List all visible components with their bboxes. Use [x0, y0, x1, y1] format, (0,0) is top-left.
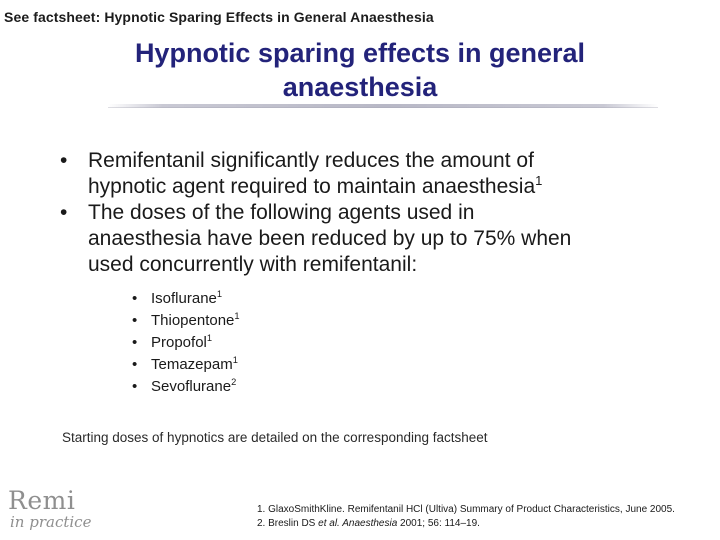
- logo-tagline: in practice: [10, 513, 92, 531]
- reference-1: 1. GlaxoSmithKline. Remifentanil HCl (Ultiva) Summary of Product Characteristics, June 2005.: [257, 504, 675, 515]
- bullet-dot-icon: •: [132, 312, 138, 329]
- agent-list: [132, 288, 240, 398]
- agent-item: [132, 310, 240, 332]
- agent-item: [132, 332, 240, 354]
- reference-marker: 1: [535, 173, 543, 188]
- agent-item: [132, 288, 240, 310]
- logo-word: Remi: [8, 486, 76, 515]
- bullet-line: The doses of the following agents used in: [88, 201, 475, 224]
- reference-2-journal: Anaesthesia: [339, 518, 398, 529]
- bullet-item: [60, 200, 660, 278]
- agent-name: Sevoflurane: [151, 378, 232, 395]
- reference-marker: 1: [232, 355, 238, 365]
- bullet-line: used concurrently with remifentanil:: [88, 253, 418, 276]
- bullet-line-text: hypnotic agent required to maintain anaesthesia: [88, 175, 536, 198]
- bullet-line: anaesthesia have been reduced by up to 75% when: [88, 227, 572, 250]
- bullet-line: [88, 174, 660, 200]
- slide-title-line-1: Hypnotic sparing effects in general: [134, 38, 586, 68]
- reference-2-authors: 2. Breslin DS: [257, 518, 319, 529]
- bullet-line: Remifentanil significantly reduces the amount of: [88, 149, 534, 172]
- references: [257, 503, 675, 531]
- reference-2-etal: et al.: [318, 518, 340, 529]
- agent-name: Isoflurane: [151, 290, 217, 307]
- reference-marker: 2: [231, 377, 237, 387]
- main-bullet-list: [60, 148, 660, 278]
- slide-title-line-2: anaesthesia: [282, 72, 438, 102]
- bullet-item: [60, 148, 660, 200]
- bullet-dot-icon: •: [132, 356, 138, 373]
- remi-in-practice-logo: [6, 486, 96, 536]
- bullet-dot-icon: •: [60, 201, 68, 224]
- title-divider: [108, 104, 658, 108]
- factsheet-link[interactable]: See factsheet: Hypnotic Sparing Effects in General Anaesthesia: [4, 9, 434, 25]
- agent-item: [132, 354, 240, 376]
- reference-2: [257, 517, 675, 531]
- reference-marker: 1: [234, 311, 240, 321]
- dosing-note: Starting doses of hypnotics are detailed on the corresponding factsheet: [62, 430, 488, 445]
- bullet-dot-icon: •: [60, 149, 68, 172]
- reference-marker: 1: [216, 289, 223, 299]
- agent-name: Temazepam: [151, 356, 233, 373]
- agent-name: Propofol: [151, 334, 207, 351]
- reference-marker: 1: [206, 333, 213, 343]
- agent-item: [132, 376, 240, 398]
- slide-title: [60, 36, 660, 104]
- bullet-dot-icon: •: [132, 378, 138, 395]
- bullet-dot-icon: •: [132, 290, 138, 307]
- agent-name: Thiopentone: [151, 312, 235, 329]
- reference-2-citation: 2001; 56: 114–19.: [397, 518, 480, 529]
- bullet-dot-icon: •: [132, 334, 138, 351]
